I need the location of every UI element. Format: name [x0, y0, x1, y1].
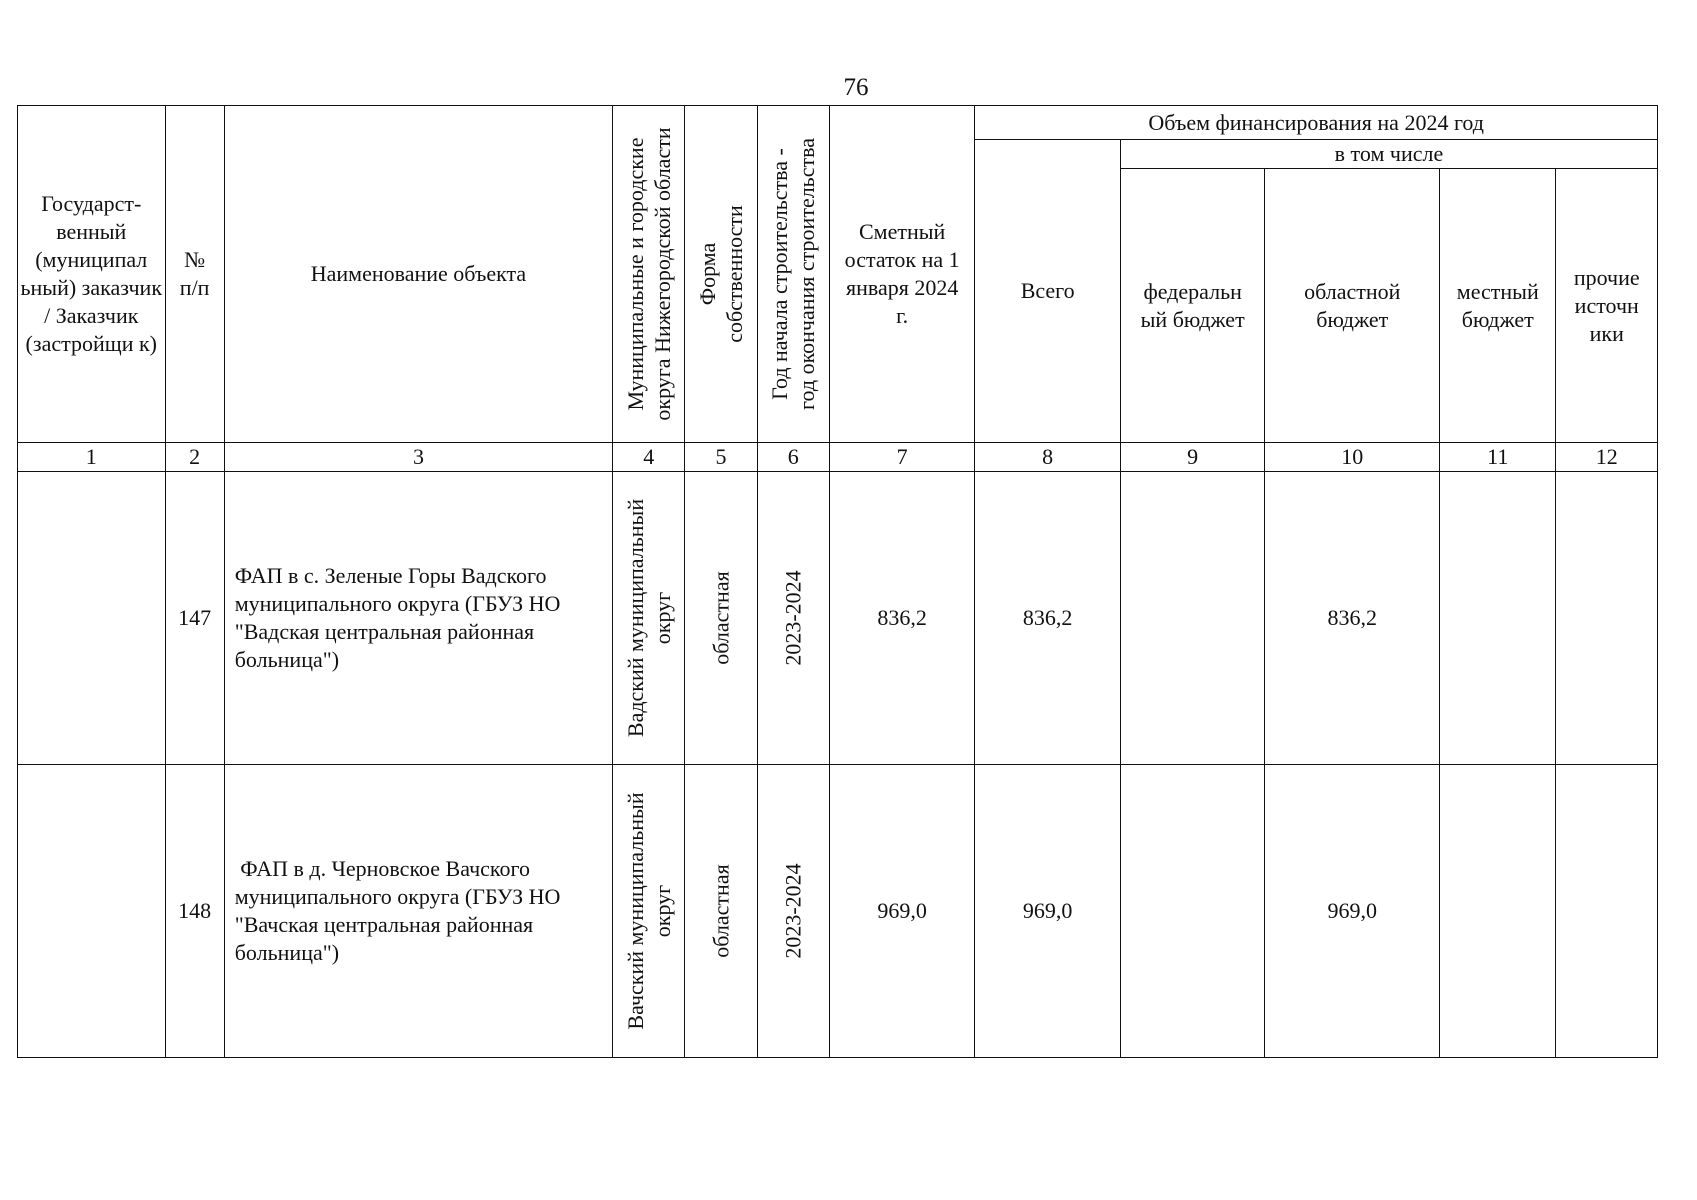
header-financing [975, 106, 1658, 140]
header-total-text: Всего [1020, 278, 1075, 303]
district-line1: Вадский муниципальный [622, 498, 648, 738]
column-number: 1 [18, 443, 166, 472]
column-number: 3 [224, 443, 612, 472]
header-years-line1: Год начала строительства - [767, 148, 793, 400]
header-federal-text: федеральн ый бюджет [1140, 278, 1245, 332]
column-number: 11 [1440, 443, 1556, 472]
header-local-text: местный бюджет [1456, 278, 1539, 332]
years-text: 2023-2024 [780, 570, 806, 666]
cell-ownership [685, 472, 757, 765]
header-years [757, 106, 829, 443]
header-other [1556, 169, 1658, 443]
cell-estimate: 969,0 [829, 765, 975, 1058]
cell-years [757, 765, 829, 1058]
header-row-1 [18, 106, 1658, 140]
column-number: 4 [613, 443, 685, 472]
header-district-line2: округа Нижегородской области [649, 127, 675, 421]
header-ownership [685, 106, 757, 443]
header-number-text: № п/п [179, 247, 210, 300]
object-name-text: ФАП в с. Зеленые Горы Вадского муниципального округа (ГБУЗ НО "Вадская центральная районная больница") [234, 563, 561, 672]
column-number: 12 [1556, 443, 1658, 472]
column-number: 2 [165, 443, 224, 472]
header-ownership-text [694, 205, 748, 343]
header-district [613, 106, 685, 443]
financing-table [17, 105, 1658, 1058]
cell-number: 148 [165, 765, 224, 1058]
header-other-text: прочие источн ики [1573, 264, 1640, 346]
table-row [18, 765, 1658, 1058]
cell-district [613, 765, 685, 1058]
table-row [18, 472, 1658, 765]
cell-regional: 969,0 [1265, 765, 1440, 1058]
header-estimate [829, 106, 975, 443]
cell-total: 836,2 [975, 472, 1121, 765]
cell-number: 147 [165, 472, 224, 765]
header-estimate-text: Сметный остаток на 1 января 2024 г. [844, 219, 960, 328]
header-regional [1265, 169, 1440, 443]
cell-total: 969,0 [975, 765, 1121, 1058]
column-number: 5 [685, 443, 757, 472]
cell-estimate: 836,2 [829, 472, 975, 765]
district-line2: округ [649, 884, 675, 938]
cell-regional: 836,2 [1265, 472, 1440, 765]
column-number: 6 [757, 443, 829, 472]
district-line2: округ [649, 591, 675, 645]
header-customer-text: Государст-венный (муниципал ьный) заказчик / Заказчик (застройщи к) [20, 191, 163, 356]
column-numbers-row [18, 443, 1658, 472]
cell-object-name [224, 765, 612, 1058]
cell-district [613, 472, 685, 765]
header-object-name-text: Наименование объекта [310, 261, 527, 286]
cell-federal [1120, 765, 1265, 1058]
header-financing-text: Объем финансирования на 2024 год [1148, 109, 1484, 135]
cell-federal [1120, 472, 1265, 765]
header-number [165, 106, 224, 443]
cell-customer [18, 765, 166, 1058]
header-district-text [622, 127, 676, 420]
header-object-name [224, 106, 612, 443]
header-total [975, 140, 1121, 443]
cell-object-name [224, 472, 612, 765]
district-text [622, 792, 676, 1029]
header-ownership-line2: собственности [722, 205, 748, 343]
header-local [1440, 169, 1556, 443]
cell-other [1556, 472, 1658, 765]
cell-other [1556, 765, 1658, 1058]
ownership-text: областная [708, 571, 734, 665]
header-including [1120, 140, 1657, 169]
header-regional-text: областной бюджет [1304, 278, 1401, 332]
column-number: 9 [1120, 443, 1265, 472]
header-district-line1: Муниципальные и городские [622, 137, 648, 411]
cell-ownership [685, 765, 757, 1058]
cell-local [1440, 472, 1556, 765]
column-number: 10 [1265, 443, 1440, 472]
district-line1: Вачский муниципальный [622, 792, 648, 1030]
header-including-text: в том числе [1334, 141, 1444, 166]
cell-customer [18, 472, 166, 765]
ownership-text: областная [708, 864, 734, 958]
page-number: 76 [843, 74, 869, 101]
column-number: 8 [975, 443, 1121, 472]
header-years-line2: год окончания строительства [794, 138, 820, 410]
object-name-text: ФАП в д. Черновское Вачского муниципального округа (ГБУЗ НО "Вачская центральная районная больница") [234, 856, 566, 965]
header-federal [1120, 169, 1265, 443]
cell-years [757, 472, 829, 765]
header-customer [18, 106, 166, 443]
column-number: 7 [829, 443, 975, 472]
years-text: 2023-2024 [780, 863, 806, 959]
header-years-text [766, 138, 820, 410]
district-text [622, 499, 676, 737]
cell-local [1440, 765, 1556, 1058]
header-ownership-line1: Форма [695, 242, 721, 306]
